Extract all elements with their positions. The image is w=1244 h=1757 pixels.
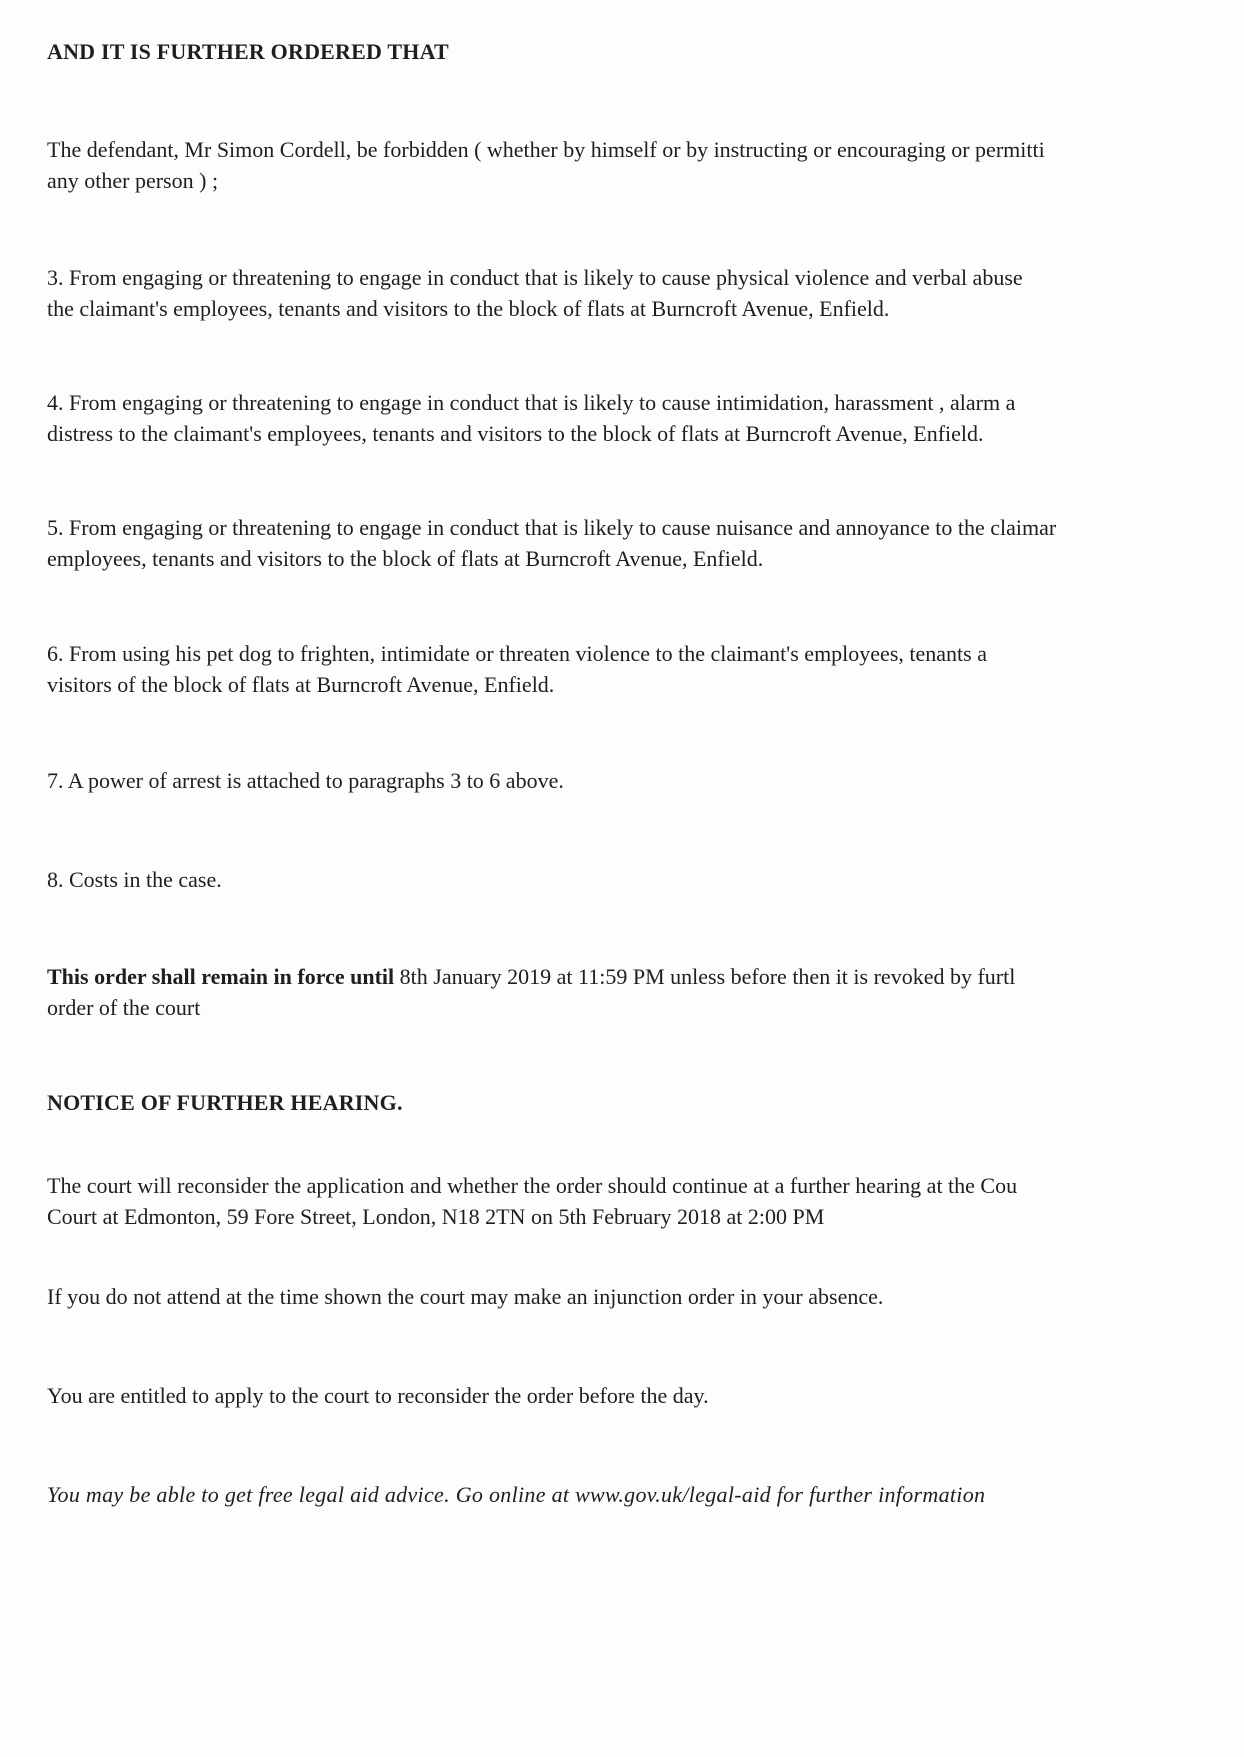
heading-notice-further-hearing: NOTICE OF FURTHER HEARING. xyxy=(47,1090,403,1115)
clause-8 xyxy=(47,864,1244,895)
in-force-bold-lead: This order shall remain in force until xyxy=(47,964,395,989)
clause-4-line-1: 4. From engaging or threatening to engage in conduct that is likely to cause intimidation, harassment , alarm a xyxy=(47,390,1016,415)
clause-3-line-2: the claimant's employees, tenants and visitors to the block of flats at Burncroft Avenue, Enfield. xyxy=(47,296,890,321)
in-force-line-1 xyxy=(47,961,1244,992)
clause-4-line-2: distress to the claimant's employees, tenants and visitors to the block of flats at Burncroft Avenue, Enfield. xyxy=(47,421,984,446)
absence-notice: If you do not attend at the time shown the court may make an injunction order in your absence. xyxy=(47,1284,884,1309)
in-force-line-2: order of the court xyxy=(47,995,201,1020)
clause-7 xyxy=(47,765,1244,796)
forbidden-paragraph xyxy=(47,134,1244,196)
heading-further-ordered: AND IT IS FURTHER ORDERED THAT xyxy=(47,39,449,64)
forbidden-line-1: The defendant, Mr Simon Cordell, be forbidden ( whether by himself or by instructing or encouraging or permitti xyxy=(47,137,1045,162)
in-force-paragraph xyxy=(47,961,1244,1023)
clause-5-line-1: 5. From engaging or threatening to engage in conduct that is likely to cause nuisance and annoyance to the claimar xyxy=(47,515,1057,540)
reconsider-line-1: The court will reconsider the application and whether the order should continue at a further hearing at the Cou xyxy=(47,1173,1018,1198)
legal-aid-notice: You may be able to get free legal aid advice. Go online at www.gov.uk/legal-aid for further information xyxy=(47,1482,986,1507)
reconsider-paragraph xyxy=(47,1170,1244,1232)
clause-6-line-1: 6. From using his pet dog to frighten, intimidate or threaten violence to the claimant's employees, tenants a xyxy=(47,641,987,666)
clause-6-line-2: visitors of the block of flats at Burncroft Avenue, Enfield. xyxy=(47,672,555,697)
clause-6 xyxy=(47,638,1244,700)
clause-5 xyxy=(47,512,1244,574)
clause-7-line-1: 7. A power of arrest is attached to paragraphs 3 to 6 above. xyxy=(47,768,564,793)
clause-3 xyxy=(47,262,1244,324)
clause-3-line-1: 3. From engaging or threatening to engage in conduct that is likely to cause physical violence and verbal abuse xyxy=(47,265,1023,290)
forbidden-line-2: any other person ) ; xyxy=(47,168,219,193)
clause-4 xyxy=(47,387,1244,449)
entitled-notice: You are entitled to apply to the court to reconsider the order before the day. xyxy=(47,1383,709,1408)
clause-5-line-2: employees, tenants and visitors to the block of flats at Burncroft Avenue, Enfield. xyxy=(47,546,764,571)
in-force-line-1-rest: 8th January 2019 at 11:59 PM unless before then it is revoked by furtl xyxy=(394,964,1016,989)
reconsider-line-2: Court at Edmonton, 59 Fore Street, London, N18 2TN on 5th February 2018 at 2:00 PM xyxy=(47,1204,825,1229)
clause-8-line-1: 8. Costs in the case. xyxy=(47,867,222,892)
